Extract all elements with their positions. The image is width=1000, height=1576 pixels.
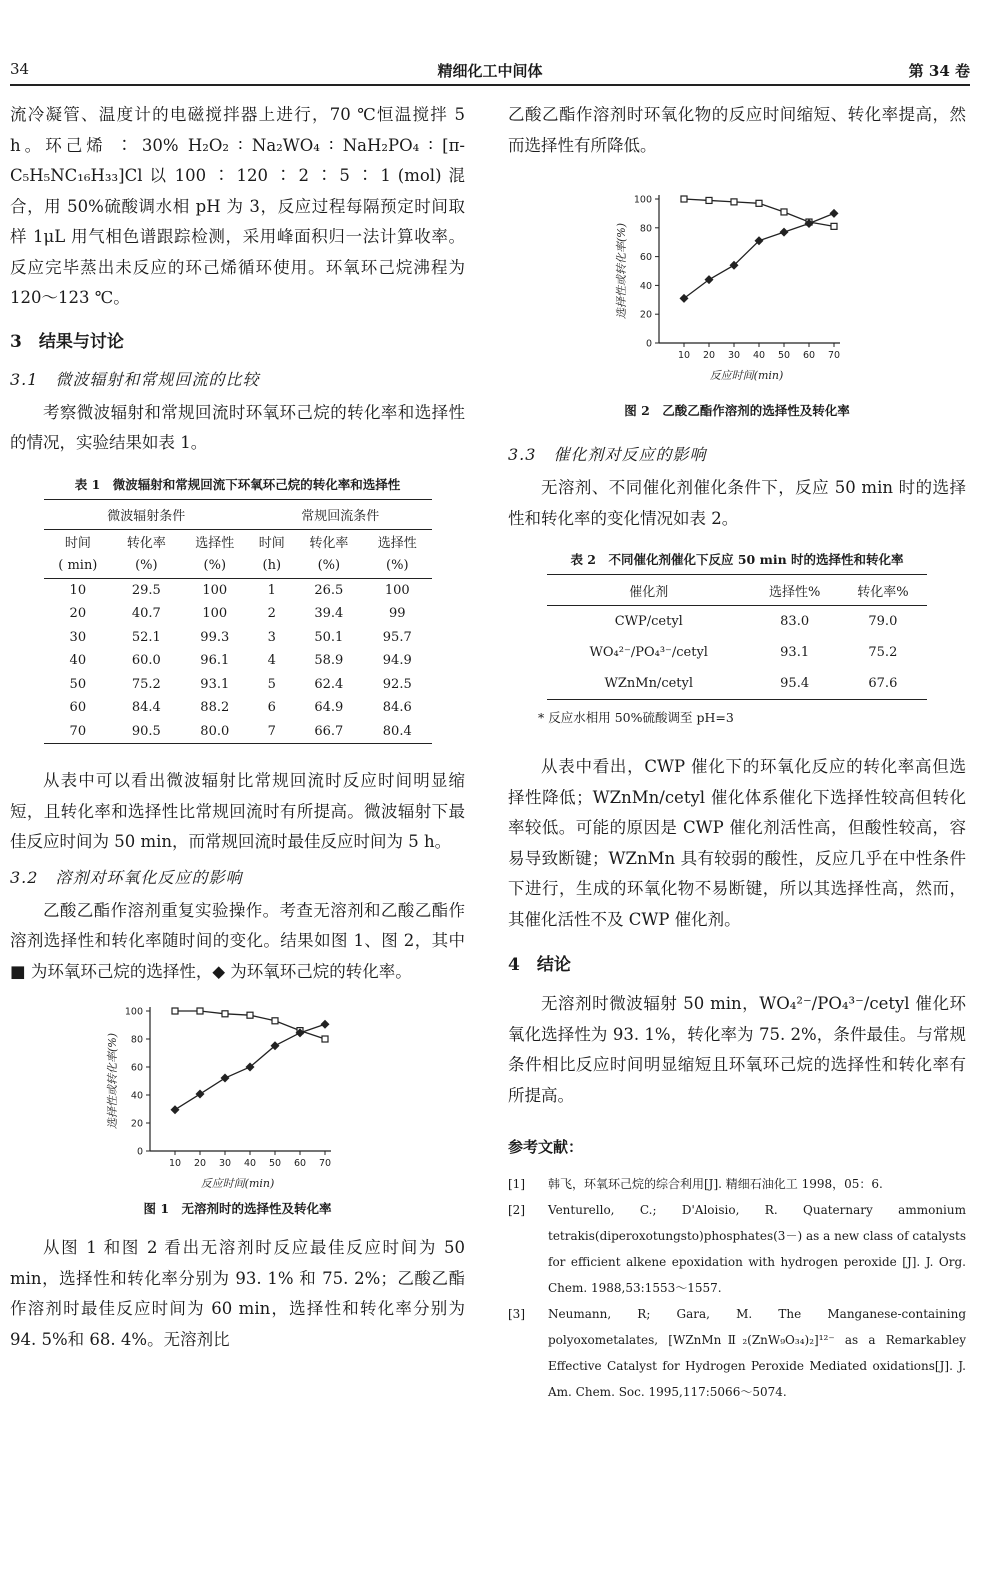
running-header bbox=[10, 58, 970, 84]
x-tick-label: 50 bbox=[268, 1158, 281, 1169]
table-cell: 50 bbox=[69, 676, 87, 692]
data-point-square bbox=[781, 209, 787, 215]
table-1-header: 选择性 bbox=[377, 536, 417, 551]
table-row bbox=[44, 602, 432, 626]
figure-1 bbox=[88, 995, 388, 1195]
header-rule bbox=[10, 84, 970, 86]
data-point-square bbox=[756, 200, 762, 206]
table-cell: 75.2 bbox=[868, 645, 898, 660]
data-point-square bbox=[247, 1012, 253, 1018]
table-2-header: 选择性% bbox=[751, 575, 839, 606]
table-cell: 70 bbox=[44, 720, 113, 744]
table-cell: 100 bbox=[202, 606, 228, 622]
data-point-square bbox=[322, 1036, 328, 1042]
table-cell: 80.0 bbox=[181, 720, 249, 744]
table-cell: 88.2 bbox=[200, 700, 230, 716]
table-row bbox=[547, 606, 927, 638]
table-1-caption: 表 1 微波辐射和常规回流下环氧环己烷的转化率和选择性 bbox=[74, 476, 401, 492]
page-number: 34 bbox=[10, 60, 30, 78]
x-tick-label: 10 bbox=[168, 1158, 181, 1169]
x-tick-label: 60 bbox=[802, 350, 816, 361]
table-cell: 60.0 bbox=[131, 653, 161, 669]
table-cell: CWP/cetyl bbox=[614, 614, 683, 629]
table-cell: 29.5 bbox=[131, 582, 161, 598]
data-point-square bbox=[222, 1011, 228, 1017]
x-tick-label: 10 bbox=[677, 350, 691, 361]
x-tick-label: 30 bbox=[218, 1158, 231, 1169]
table-row bbox=[44, 720, 432, 744]
table-cell: 1 bbox=[267, 582, 276, 598]
table-1 bbox=[44, 499, 432, 745]
table-row bbox=[547, 668, 927, 700]
series-line bbox=[684, 213, 834, 298]
table-cell: 75.2 bbox=[131, 676, 161, 692]
table-1-group-microwave: 微波辐射条件 bbox=[44, 499, 249, 529]
section-3-heading: 3 结果与讨论 bbox=[10, 331, 124, 352]
data-point-square bbox=[681, 196, 687, 202]
figure-1-caption: 图 1 无溶剂时的选择性及转化率 bbox=[143, 1201, 332, 1216]
paragraph-3-3-discussion: 从表中看出，CWP 催化下的环氧化反应的转化率高但选择性降低；WZnMn/cetyl 催化体系催化下选择性较高但转化率较低。可能的原因是 CWP 催化剂活性高，但酸性较高，容易导致断键；WZnMn 具有较弱的酸性，反应几乎在中性条件下进行，生成的环氧化物不易断键，所以其选择性高，然而，其催化活性不及 CWP 催化剂。 bbox=[508, 757, 966, 929]
y-tick-label: 0 bbox=[645, 338, 652, 350]
table-1-unit: (%) bbox=[363, 554, 431, 579]
table-cell: 4 bbox=[267, 653, 276, 669]
x-tick-label: 40 bbox=[243, 1158, 256, 1169]
data-point-square bbox=[272, 1018, 278, 1024]
table-cell: 66.7 bbox=[295, 720, 363, 744]
table-2 bbox=[547, 574, 927, 700]
reference-item bbox=[508, 1171, 966, 1197]
table-cell: 26.5 bbox=[314, 582, 344, 598]
left-column bbox=[10, 100, 465, 1355]
table-row bbox=[547, 637, 927, 668]
volume-label: 第 34 卷 bbox=[908, 62, 970, 80]
paragraph-conclusion: 无溶剂时微波辐射 50 min，WO₄²⁻/PO₄³⁻/cetyl 催化环氧化选择性为 93. 1%，转化率为 75. 2%，条件最佳。与常规条件相比反应时间明显缩短且环氧环己烷的选择性和转化率有所提高。 bbox=[508, 994, 966, 1105]
table-cell: 93.1 bbox=[200, 676, 230, 692]
table-cell: 90.5 bbox=[112, 720, 180, 744]
x-tick-label: 70 bbox=[827, 350, 841, 361]
references-list bbox=[508, 1171, 966, 1405]
table-cell: 92.5 bbox=[382, 676, 412, 692]
table-2-caption: 表 2 不同催化剂催化下反应 50 min 时的选择性和转化率 bbox=[570, 552, 904, 567]
table-1-unit: (%) bbox=[181, 554, 249, 579]
table-row bbox=[44, 649, 432, 673]
x-tick-label: 30 bbox=[727, 350, 741, 361]
table-cell: 99.3 bbox=[200, 629, 230, 645]
reference-number: [1] bbox=[508, 1177, 525, 1191]
table-cell: 64.9 bbox=[314, 700, 344, 716]
y-tick-label: 60 bbox=[130, 1062, 143, 1074]
table-cell: 30 bbox=[69, 629, 87, 645]
y-tick-label: 60 bbox=[639, 252, 652, 264]
figure-1-chart bbox=[88, 995, 388, 1195]
data-point-diamond bbox=[780, 228, 789, 237]
table-cell: 100 bbox=[202, 582, 228, 598]
table-row bbox=[44, 578, 432, 602]
table-cell: 20 bbox=[69, 606, 87, 622]
data-point-diamond bbox=[320, 1020, 329, 1029]
table-cell: 79.0 bbox=[868, 614, 898, 629]
paragraph-experimental: 流冷凝管、温度计的电磁搅拌器上进行，70 ℃恒温搅拌 5 h。环己烯 ∶ 30% H₂O₂ ∶ Na₂WO₄ ∶ NaH₂PO₄ ∶ [π-C₅H₅NC₁₆H₃₃]Cl 以 100 ∶ 120 ∶ 2 ∶ 5 ∶ 1 (mol) 混合，用 50%硫酸调水相 pH 为 3，反应过程每隔预定时间取样 1μL 用气相色谱跟踪检测，采用峰面积归一法计算收率。反应完毕蒸出未反应的环己烯循环使用。环氧环己烷沸程为 120～123 ℃。 bbox=[10, 105, 465, 307]
y-tick-label: 80 bbox=[639, 223, 652, 235]
table-cell: 67.6 bbox=[839, 668, 927, 700]
paragraph-3-1-discussion: 从表中可以看出微波辐射比常规回流时反应时间明显缩短，且转化率和选择性比常规回流时有所提高。微波辐射下最佳反应时间为 50 min，而常规回流时最佳反应时间为 5 h。 bbox=[10, 771, 465, 851]
subsection-3-1-heading: 3.1 微波辐射和常规回流的比较 bbox=[10, 369, 260, 389]
y-tick-label: 0 bbox=[136, 1146, 143, 1158]
reference-text: Venturello, C.; D'Aloisio, R. Quaternary ammonium tetrakis(diperoxotungsto)phosphates(3－) as a new class of catalysts for efficient alkene epoxidation with hydrogen peroxide [J]. J. Org. Chem. 1988,53:1553～1557. bbox=[548, 1203, 966, 1295]
y-tick-label: 80 bbox=[130, 1034, 143, 1046]
x-axis-label: 反应时间(min) bbox=[709, 369, 784, 382]
y-tick-label: 20 bbox=[130, 1118, 143, 1130]
table-1-header: 转化率 bbox=[309, 536, 349, 551]
figure-2-caption: 图 2 乙酸乙酯作溶剂的选择性及转化率 bbox=[624, 403, 850, 418]
reference-number: [3] bbox=[508, 1307, 525, 1321]
table-1-unit: (%) bbox=[112, 554, 180, 579]
table-cell: 3 bbox=[267, 629, 276, 645]
table-cell: 95.4 bbox=[751, 668, 839, 700]
reference-number: [2] bbox=[508, 1203, 525, 1217]
data-point-diamond bbox=[830, 209, 839, 218]
y-tick-label: 40 bbox=[130, 1090, 143, 1102]
reference-text: 韩飞，环氧环己烷的综合利用[J]. 精细石油化工 1998，05：6. bbox=[548, 1177, 883, 1191]
section-4-heading: 4 结论 bbox=[508, 955, 571, 975]
table-cell: 52.1 bbox=[131, 629, 161, 645]
data-point-square bbox=[831, 223, 837, 229]
paragraph-3-2: 乙酸乙酯作溶剂重复实验操作。考查无溶剂和乙酸乙酯作溶剂选择性和转化率随时间的变化。结果如图 1、图 2，其中 ■ 为环氧环己烷的选择性，◆ 为环氧环己烷的转化率。 bbox=[10, 900, 465, 981]
y-tick-label: 20 bbox=[639, 309, 652, 321]
x-tick-label: 40 bbox=[752, 350, 766, 361]
table-cell: 40 bbox=[69, 653, 87, 669]
table-cell: 83.0 bbox=[780, 614, 810, 629]
data-point-diamond bbox=[170, 1105, 179, 1114]
table-1-header: 时间 bbox=[258, 536, 285, 551]
figure-2-chart bbox=[587, 177, 887, 397]
subsection-3-2-heading: 3.2 溶剂对环氧化反应的影响 bbox=[10, 867, 243, 887]
data-point-square bbox=[706, 197, 712, 203]
x-tick-label: 20 bbox=[702, 350, 716, 361]
table-cell: 10 bbox=[69, 582, 87, 598]
x-tick-label: 60 bbox=[293, 1158, 306, 1169]
x-tick-label: 70 bbox=[318, 1158, 331, 1169]
table-2-header: 催化剂 bbox=[547, 575, 751, 606]
table-row bbox=[44, 696, 432, 720]
table-2-header: 转化率% bbox=[839, 575, 927, 606]
table-cell: 84.4 bbox=[131, 700, 161, 716]
table-cell: 40.7 bbox=[131, 606, 161, 622]
table-2-footnote: * 反应水相用 50%硫酸调至 pH=3 bbox=[538, 710, 734, 725]
journal-title: 精细化工中间体 bbox=[437, 62, 543, 80]
table-cell: 39.4 bbox=[314, 606, 344, 622]
table-cell: 84.6 bbox=[382, 700, 412, 716]
paragraph-3-1: 考察微波辐射和常规回流时环氧环己烷的转化率和选择性的情况，实验结果如表 1。 bbox=[10, 402, 465, 452]
table-1-group-reflux: 常规回流条件 bbox=[249, 499, 432, 529]
table-row bbox=[44, 626, 432, 650]
table-cell: 7 bbox=[249, 720, 295, 744]
reference-item bbox=[508, 1197, 966, 1301]
table-cell: 6 bbox=[267, 700, 276, 716]
table-cell: 93.1 bbox=[780, 645, 810, 660]
table-cell: 60 bbox=[69, 700, 87, 716]
paragraph-continued: 乙酸乙酯作溶剂时环氧化物的反应时间缩短、转化率提高，然而选择性有所降低。 bbox=[508, 105, 966, 155]
table-cell: WO₄²⁻/PO₄³⁻/cetyl bbox=[589, 645, 708, 660]
table-cell: 99 bbox=[388, 606, 406, 622]
table-cell: 95.7 bbox=[382, 629, 412, 645]
x-tick-label: 20 bbox=[193, 1158, 206, 1169]
table-1-unit: ( min) bbox=[44, 554, 113, 579]
data-point-square bbox=[172, 1008, 178, 1014]
references-heading: 参考文献： bbox=[508, 1138, 584, 1156]
table-1-unit: (%) bbox=[295, 554, 363, 579]
y-axis-label: 选择性或转化率(%) bbox=[105, 1032, 119, 1130]
table-cell: 5 bbox=[267, 676, 276, 692]
table-1-unit: (h) bbox=[249, 554, 295, 579]
table-cell: 100 bbox=[384, 582, 410, 598]
paragraph-3-2-discussion: 从图 1 和图 2 看出无溶剂时反应最佳反应时间为 50 min，选择性和转化率分别为 93. 1% 和 75. 2%；乙酸乙酯作溶剂时最佳反应时间为 60 min，选择性和转化率分别为 94. 5%和 68. 4%。无溶剂比 bbox=[10, 1238, 465, 1349]
data-point-diamond bbox=[195, 1090, 204, 1099]
table-row bbox=[44, 673, 432, 697]
y-axis-label: 选择性或转化率(%) bbox=[615, 222, 628, 320]
table-cell: 58.9 bbox=[314, 653, 344, 669]
figure-2 bbox=[587, 177, 887, 397]
x-axis-label: 反应时间(min) bbox=[200, 1177, 274, 1190]
x-tick-label: 50 bbox=[777, 350, 791, 361]
table-cell: 62.4 bbox=[314, 676, 344, 692]
table-1-header: 转化率 bbox=[126, 536, 166, 551]
paragraph-3-3: 无溶剂、不同催化剂催化条件下，反应 50 min 时的选择性和转化率的变化情况如表 2。 bbox=[508, 478, 966, 528]
table-1-header: 选择性 bbox=[195, 536, 235, 551]
table-cell: 50.1 bbox=[314, 629, 344, 645]
y-tick-label: 100 bbox=[124, 1006, 143, 1018]
table-cell: 80.4 bbox=[363, 720, 431, 744]
table-1-header: 时间 bbox=[64, 536, 91, 551]
y-tick-label: 100 bbox=[633, 194, 652, 206]
y-tick-label: 40 bbox=[639, 280, 652, 292]
reference-text: Neumann, R; Gara, M. The Manganese-containing polyoxometalates, [WZnMnⅡ₂(ZnW₉O₃₄)₂]¹²⁻ as a Remarkabley Effective Catalyst for Hydrogen Peroxide Mediated oxidations[J]. J. Am. Chem. Soc. 1995,117:5066～5074. bbox=[548, 1307, 966, 1399]
reference-item bbox=[508, 1301, 966, 1405]
table-cell: 96.1 bbox=[200, 653, 230, 669]
subsection-3-3-heading: 3.3 催化剂对反应的影响 bbox=[508, 445, 707, 464]
data-point-diamond bbox=[220, 1074, 229, 1083]
data-point-square bbox=[197, 1008, 203, 1014]
table-cell: WZnMn/cetyl bbox=[547, 668, 751, 700]
table-cell: 94.9 bbox=[382, 653, 412, 669]
data-point-square bbox=[731, 199, 737, 205]
table-cell: 2 bbox=[267, 606, 276, 622]
right-column bbox=[508, 100, 966, 1405]
